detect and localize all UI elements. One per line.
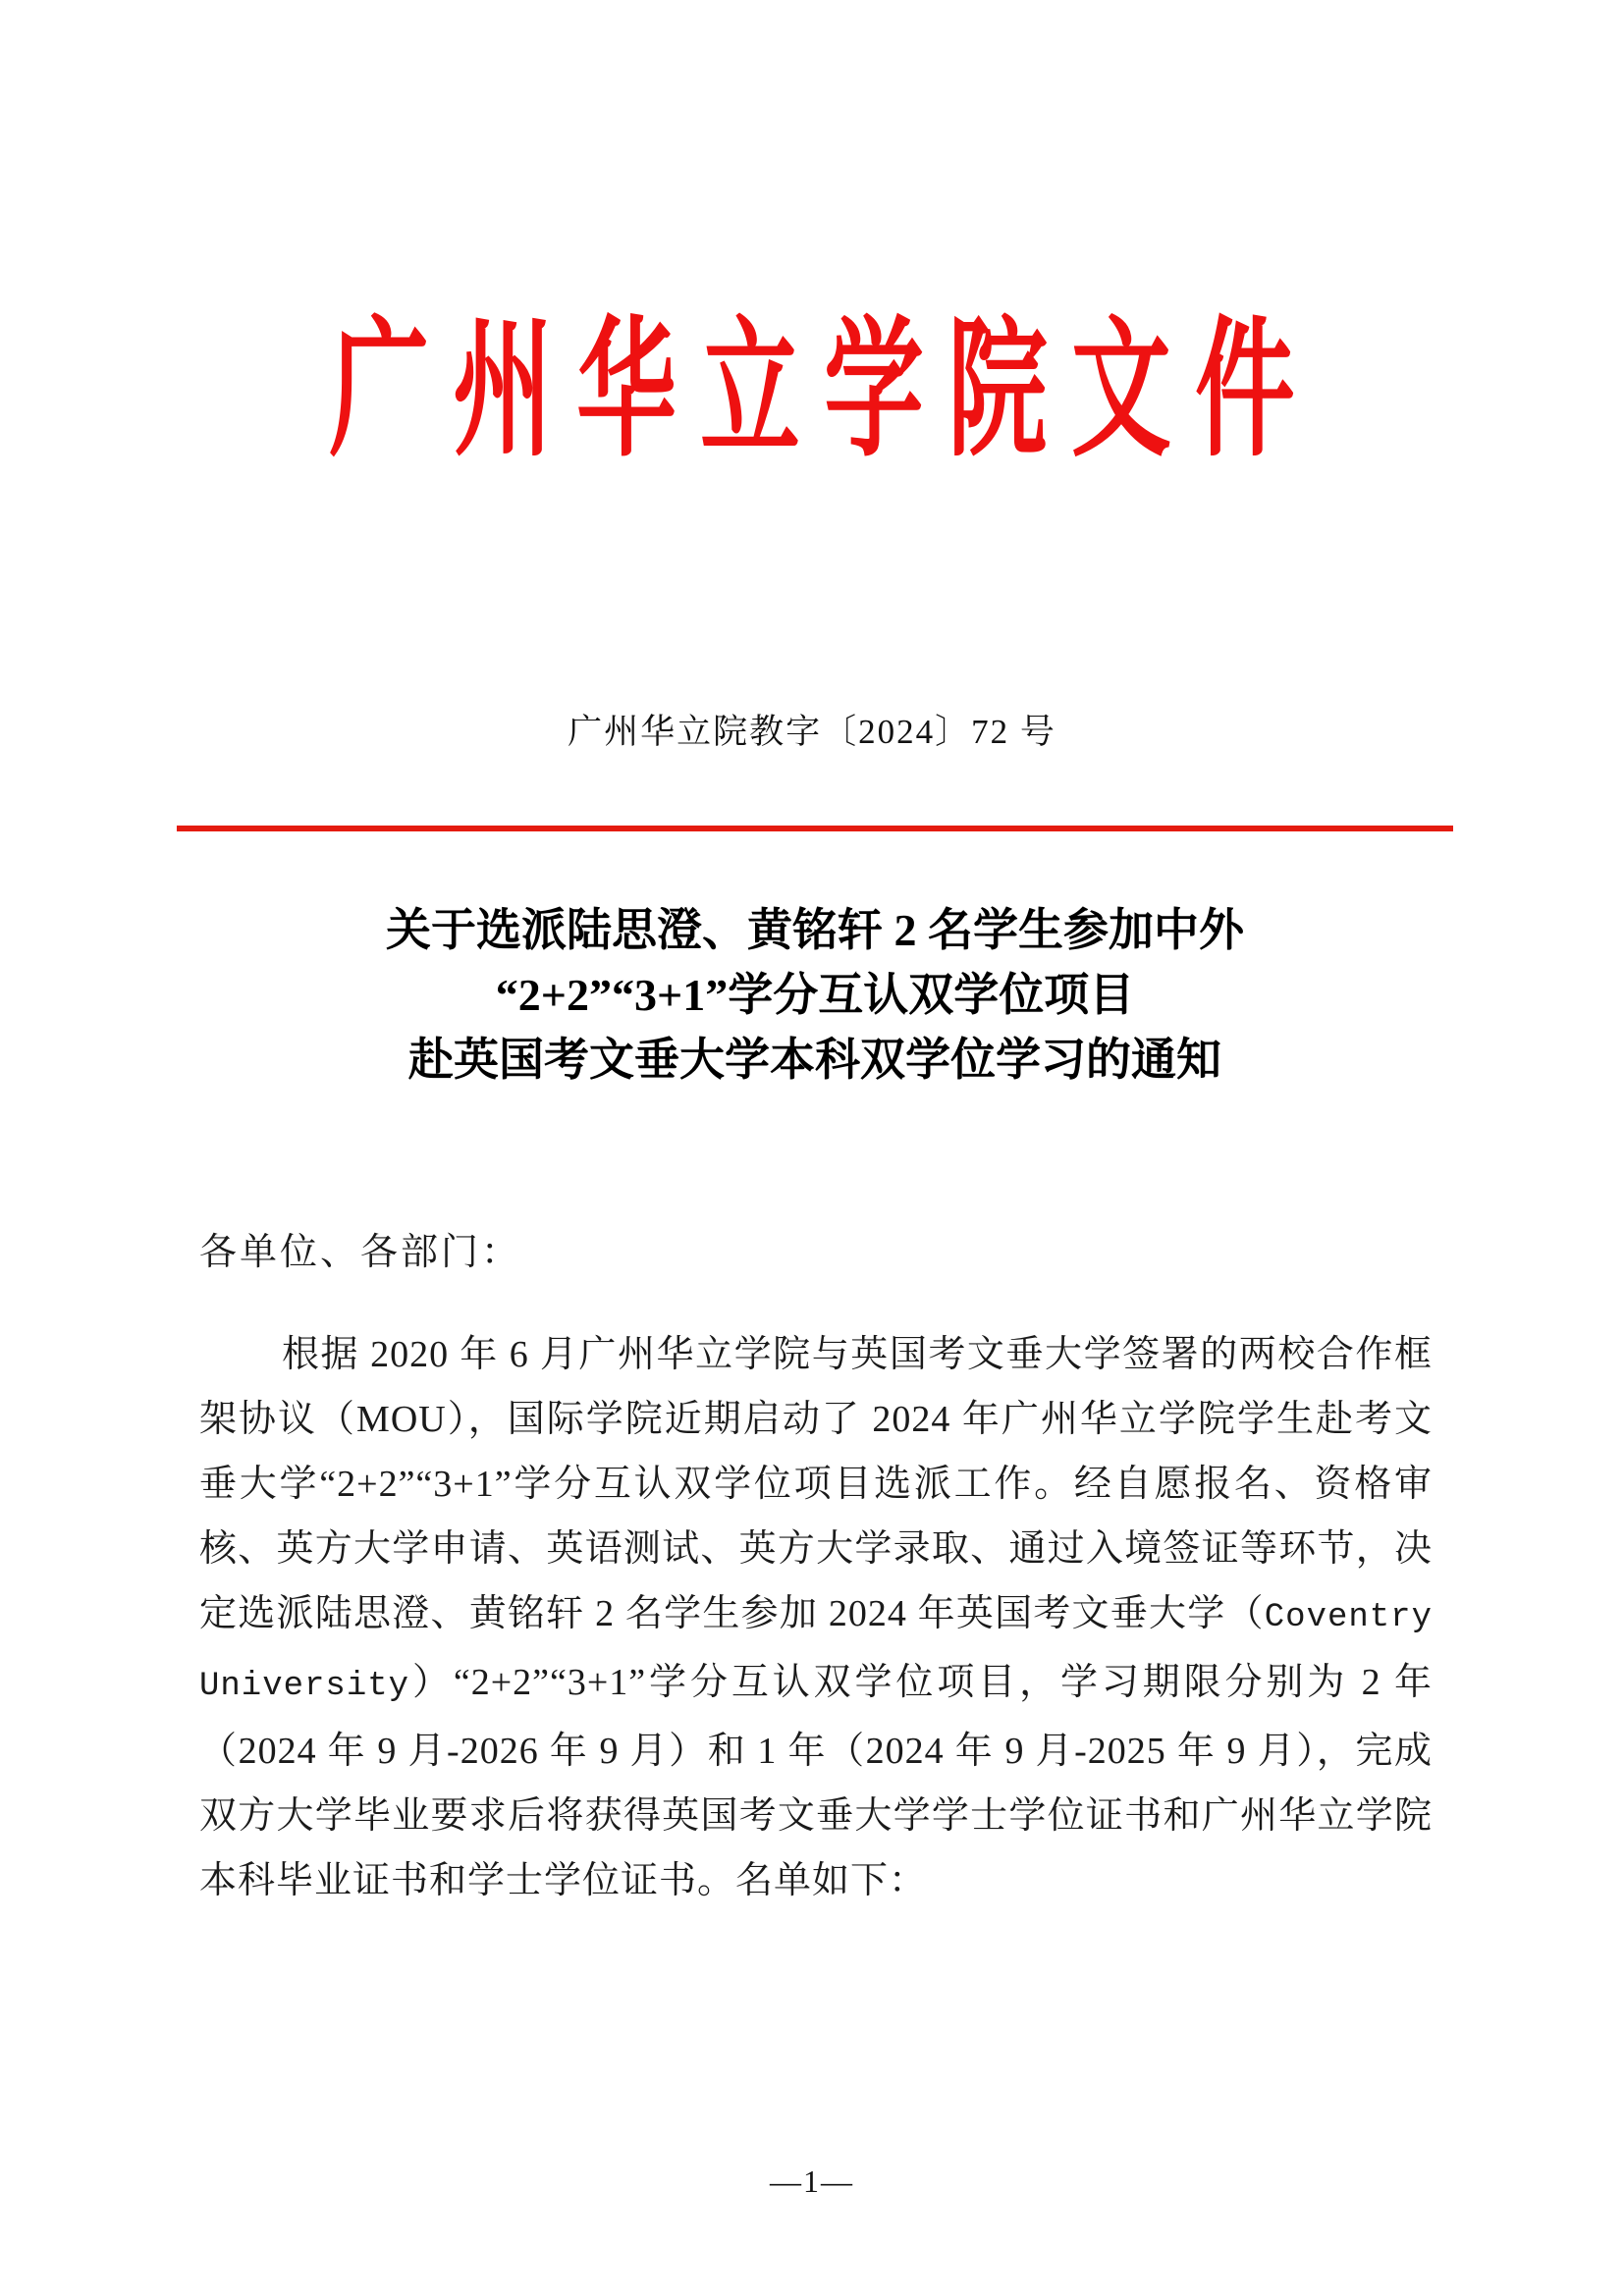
coventry-university-name: Coventry University <box>199 1599 1433 1705</box>
letterhead-title: 广州华立学院文件 <box>329 309 1320 476</box>
body-paragraph-1-tail: ）“2+2”“3+1”学分互认双学位项目，学习期限分别为 2 年（2024 年 9 月-2026 年 9 月）和 1 年（2024 年 9 月-2025 年 9 月），完成双方大学毕业要求后将获得英国考文垂大学学士学位证书和广州华立学院本科毕业证书和学士学位证书。名单如下： <box>199 1662 1433 1901</box>
page-number-footer: —1— <box>770 2163 854 2199</box>
document-title <box>177 898 1453 1093</box>
red-separator-rule <box>177 826 1453 831</box>
letterhead-banner <box>0 294 1624 491</box>
body-paragraph-1-lead: 根据 2020 年 6 月广州华立学院与英国考文垂大学签署的两校合作框架协议（MOU），国际学院近期启动了 2024 年广州华立学院学生赴考文垂大学“2+2”“3+1”学分互认双学位项目选派工作。经自愿报名、资格审核、英方大学申请、英语测试、英方大学录取、通过入境签证等环节，决定选派陆思澄、黄铭轩 2 名学生参加 2024 年英国考文垂大学（ <box>199 1334 1433 1634</box>
document-title-line-3: 赴英国考文垂大学本科双学位学习的通知 <box>408 1035 1221 1085</box>
document-title-line-2: “2+2”“3+1”学分互认双学位项目 <box>495 970 1135 1020</box>
salutation: 各单位、各部门： <box>199 1232 522 1273</box>
document-title-line-1: 关于选派陆思澄、黄铭轩 2 名学生参加中外 <box>386 905 1244 955</box>
body-paragraph-1 <box>199 1322 1433 1913</box>
document-serial-number: 广州华立院教字〔2024〕72 号 <box>568 713 1056 751</box>
document-body <box>199 1220 1433 1950</box>
